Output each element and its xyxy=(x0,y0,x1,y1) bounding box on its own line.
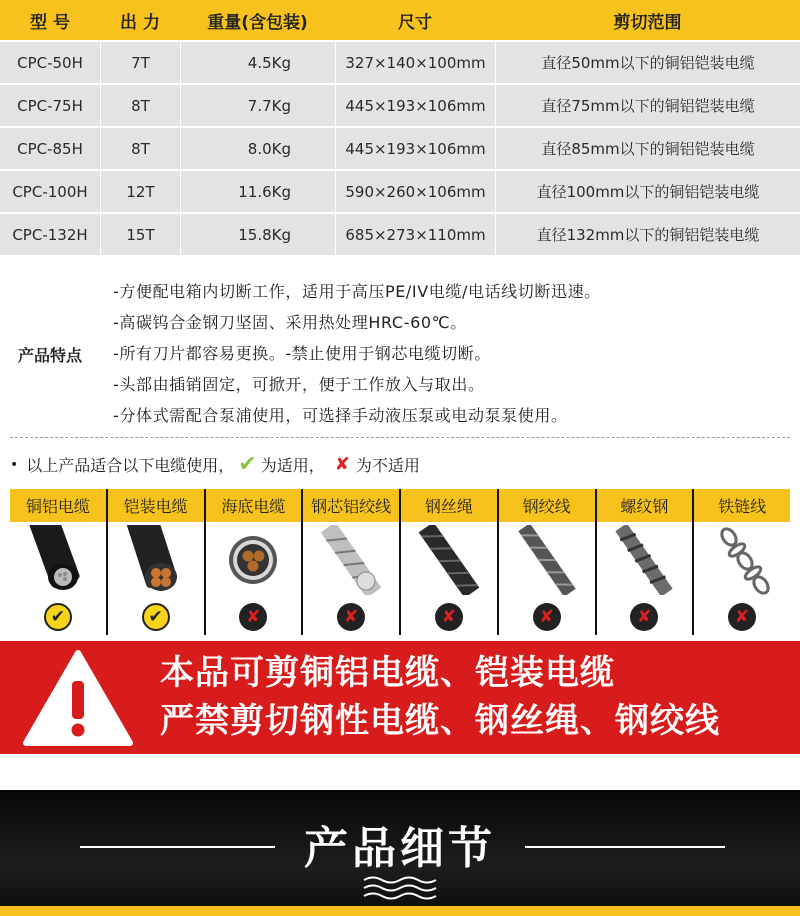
chain-icon xyxy=(694,522,790,598)
cross-badge-icon: ✘ xyxy=(239,603,267,631)
cell-size: 590×260×106mm xyxy=(335,171,495,212)
cell-size: 445×193×106mm xyxy=(335,128,495,169)
table-row xyxy=(0,40,800,83)
cable-type-grid xyxy=(10,489,790,635)
cell-weight: 15.8Kg xyxy=(180,214,335,255)
cable-type-label: 铠装电缆 xyxy=(108,489,204,522)
cross-icon: ✘ xyxy=(334,454,350,475)
suitability-note xyxy=(10,452,420,477)
check-icon: ✔ xyxy=(238,452,257,477)
cell-range: 直径85mm以下的铜铝铠装电缆 xyxy=(495,128,800,169)
header-model: 型 号 xyxy=(30,12,70,33)
cell-weight: 7.7Kg xyxy=(180,85,335,126)
header-weight: 重量(含包装) xyxy=(207,12,308,33)
warning-triangle-icon xyxy=(22,647,134,747)
features-title: 产品特点 xyxy=(18,346,83,365)
cell-model: CPC-132H xyxy=(12,225,88,244)
suitability-mark xyxy=(108,598,204,635)
cell-force: 7T xyxy=(100,42,180,83)
warning-line-1: 本品可剪铜铝电缆、铠装电缆 xyxy=(160,653,615,693)
wave-lines-icon xyxy=(362,876,438,900)
cable-type-card xyxy=(303,489,399,635)
cell-force: 8T xyxy=(100,128,180,169)
cable-type-label: 铁链线 xyxy=(694,489,790,522)
cable-type-label: 钢芯铝绞线 xyxy=(303,489,399,522)
check-badge-icon: ✔ xyxy=(142,603,170,631)
unsuitable-text: 为不适用 xyxy=(355,456,420,475)
cell-size: 445×193×106mm xyxy=(335,85,495,126)
cross-badge-icon: ✘ xyxy=(435,603,463,631)
rebar-icon xyxy=(597,522,693,598)
table-row xyxy=(0,83,800,126)
cable-type-card xyxy=(401,489,497,635)
cross-badge-icon: ✘ xyxy=(533,603,561,631)
suitability-mark xyxy=(10,598,106,635)
cell-range: 直径100mm以下的铜铝铠装电缆 xyxy=(495,171,800,212)
cell-model: CPC-75H xyxy=(17,96,83,115)
cell-model: CPC-85H xyxy=(17,139,83,158)
suitable-text: 为适用， xyxy=(260,456,325,475)
header-size: 尺寸 xyxy=(398,12,432,33)
warning-banner xyxy=(0,641,800,754)
detail-title: 产品细节 xyxy=(304,823,496,874)
suitability-mark xyxy=(694,598,790,635)
cell-force: 8T xyxy=(100,85,180,126)
cable-type-card xyxy=(597,489,693,635)
header-force: 出 力 xyxy=(120,12,160,33)
cell-force: 15T xyxy=(100,214,180,255)
product-detail-banner xyxy=(0,790,800,916)
steel-strand-icon xyxy=(499,522,595,598)
cable-type-label: 钢丝绳 xyxy=(401,489,497,522)
cable-type-label: 海底电缆 xyxy=(206,489,302,522)
cell-force: 12T xyxy=(100,171,180,212)
cell-range: 直径75mm以下的铜铝铠装电缆 xyxy=(495,85,800,126)
warning-line-2: 严禁剪切钢性电缆、钢丝绳、钢绞线 xyxy=(160,701,720,741)
warning-text xyxy=(160,649,720,745)
cell-range: 直径50mm以下的铜铝铠装电缆 xyxy=(495,42,800,83)
feature-line: -所有刀片都容易更换。-禁止使用于钢芯电缆切断。 xyxy=(113,344,491,363)
cell-model: CPC-50H xyxy=(17,53,83,72)
note-prefix: 以上产品适合以下电缆使用， xyxy=(26,456,235,475)
cross-badge-icon: ✘ xyxy=(337,603,365,631)
cable-type-label: 螺纹钢 xyxy=(597,489,693,522)
spec-table xyxy=(0,0,800,255)
feature-line: -方便配电箱内切断工作，适用于高压PE/IV电缆/电话线切断迅速。 xyxy=(113,282,601,301)
submarine-cable-icon xyxy=(206,522,302,598)
feature-line: -头部由插销固定，可掀开，便于工作放入与取出。 xyxy=(113,375,485,394)
table-row xyxy=(0,126,800,169)
suitability-mark xyxy=(597,598,693,635)
dashed-divider xyxy=(10,437,790,438)
armored-cable-icon xyxy=(108,522,204,598)
table-row xyxy=(0,212,800,255)
bottom-stripe xyxy=(0,906,800,916)
suitability-mark xyxy=(303,598,399,635)
features-list xyxy=(113,279,601,434)
acsr-strand-icon xyxy=(303,522,399,598)
header-range: 剪切范围 xyxy=(613,12,682,33)
cable-type-card xyxy=(108,489,204,635)
feature-line: -分体式需配合泵浦使用，可选择手动液压泵或电动泵泵使用。 xyxy=(113,406,568,425)
cell-size: 327×140×100mm xyxy=(335,42,495,83)
product-features xyxy=(0,270,800,430)
check-badge-icon: ✔ xyxy=(44,603,72,631)
table-row xyxy=(0,169,800,212)
suitability-mark xyxy=(401,598,497,635)
cable-type-card xyxy=(10,489,106,635)
suitability-mark xyxy=(206,598,302,635)
cable-type-label: 铜铝电缆 xyxy=(10,489,106,522)
cable-type-label: 钢绞线 xyxy=(499,489,595,522)
cell-weight: 11.6Kg xyxy=(180,171,335,212)
cell-model: CPC-100H xyxy=(12,182,88,201)
wire-rope-icon xyxy=(401,522,497,598)
cell-weight: 4.5Kg xyxy=(180,42,335,83)
feature-line: -高碳钨合金钢刀坚固、采用热处理HRC-60℃。 xyxy=(113,313,467,332)
bullet: • xyxy=(10,456,19,473)
spec-table-header xyxy=(0,0,800,40)
cell-size: 685×273×110mm xyxy=(335,214,495,255)
cable-type-card xyxy=(206,489,302,635)
cable-cross-section-icon xyxy=(10,522,106,598)
cell-weight: 8.0Kg xyxy=(180,128,335,169)
suitability-mark xyxy=(499,598,595,635)
cell-range: 直径132mm以下的铜铝铠装电缆 xyxy=(495,214,800,255)
cable-type-card xyxy=(499,489,595,635)
cross-badge-icon: ✘ xyxy=(728,603,756,631)
cable-type-card xyxy=(694,489,790,635)
cross-badge-icon: ✘ xyxy=(630,603,658,631)
